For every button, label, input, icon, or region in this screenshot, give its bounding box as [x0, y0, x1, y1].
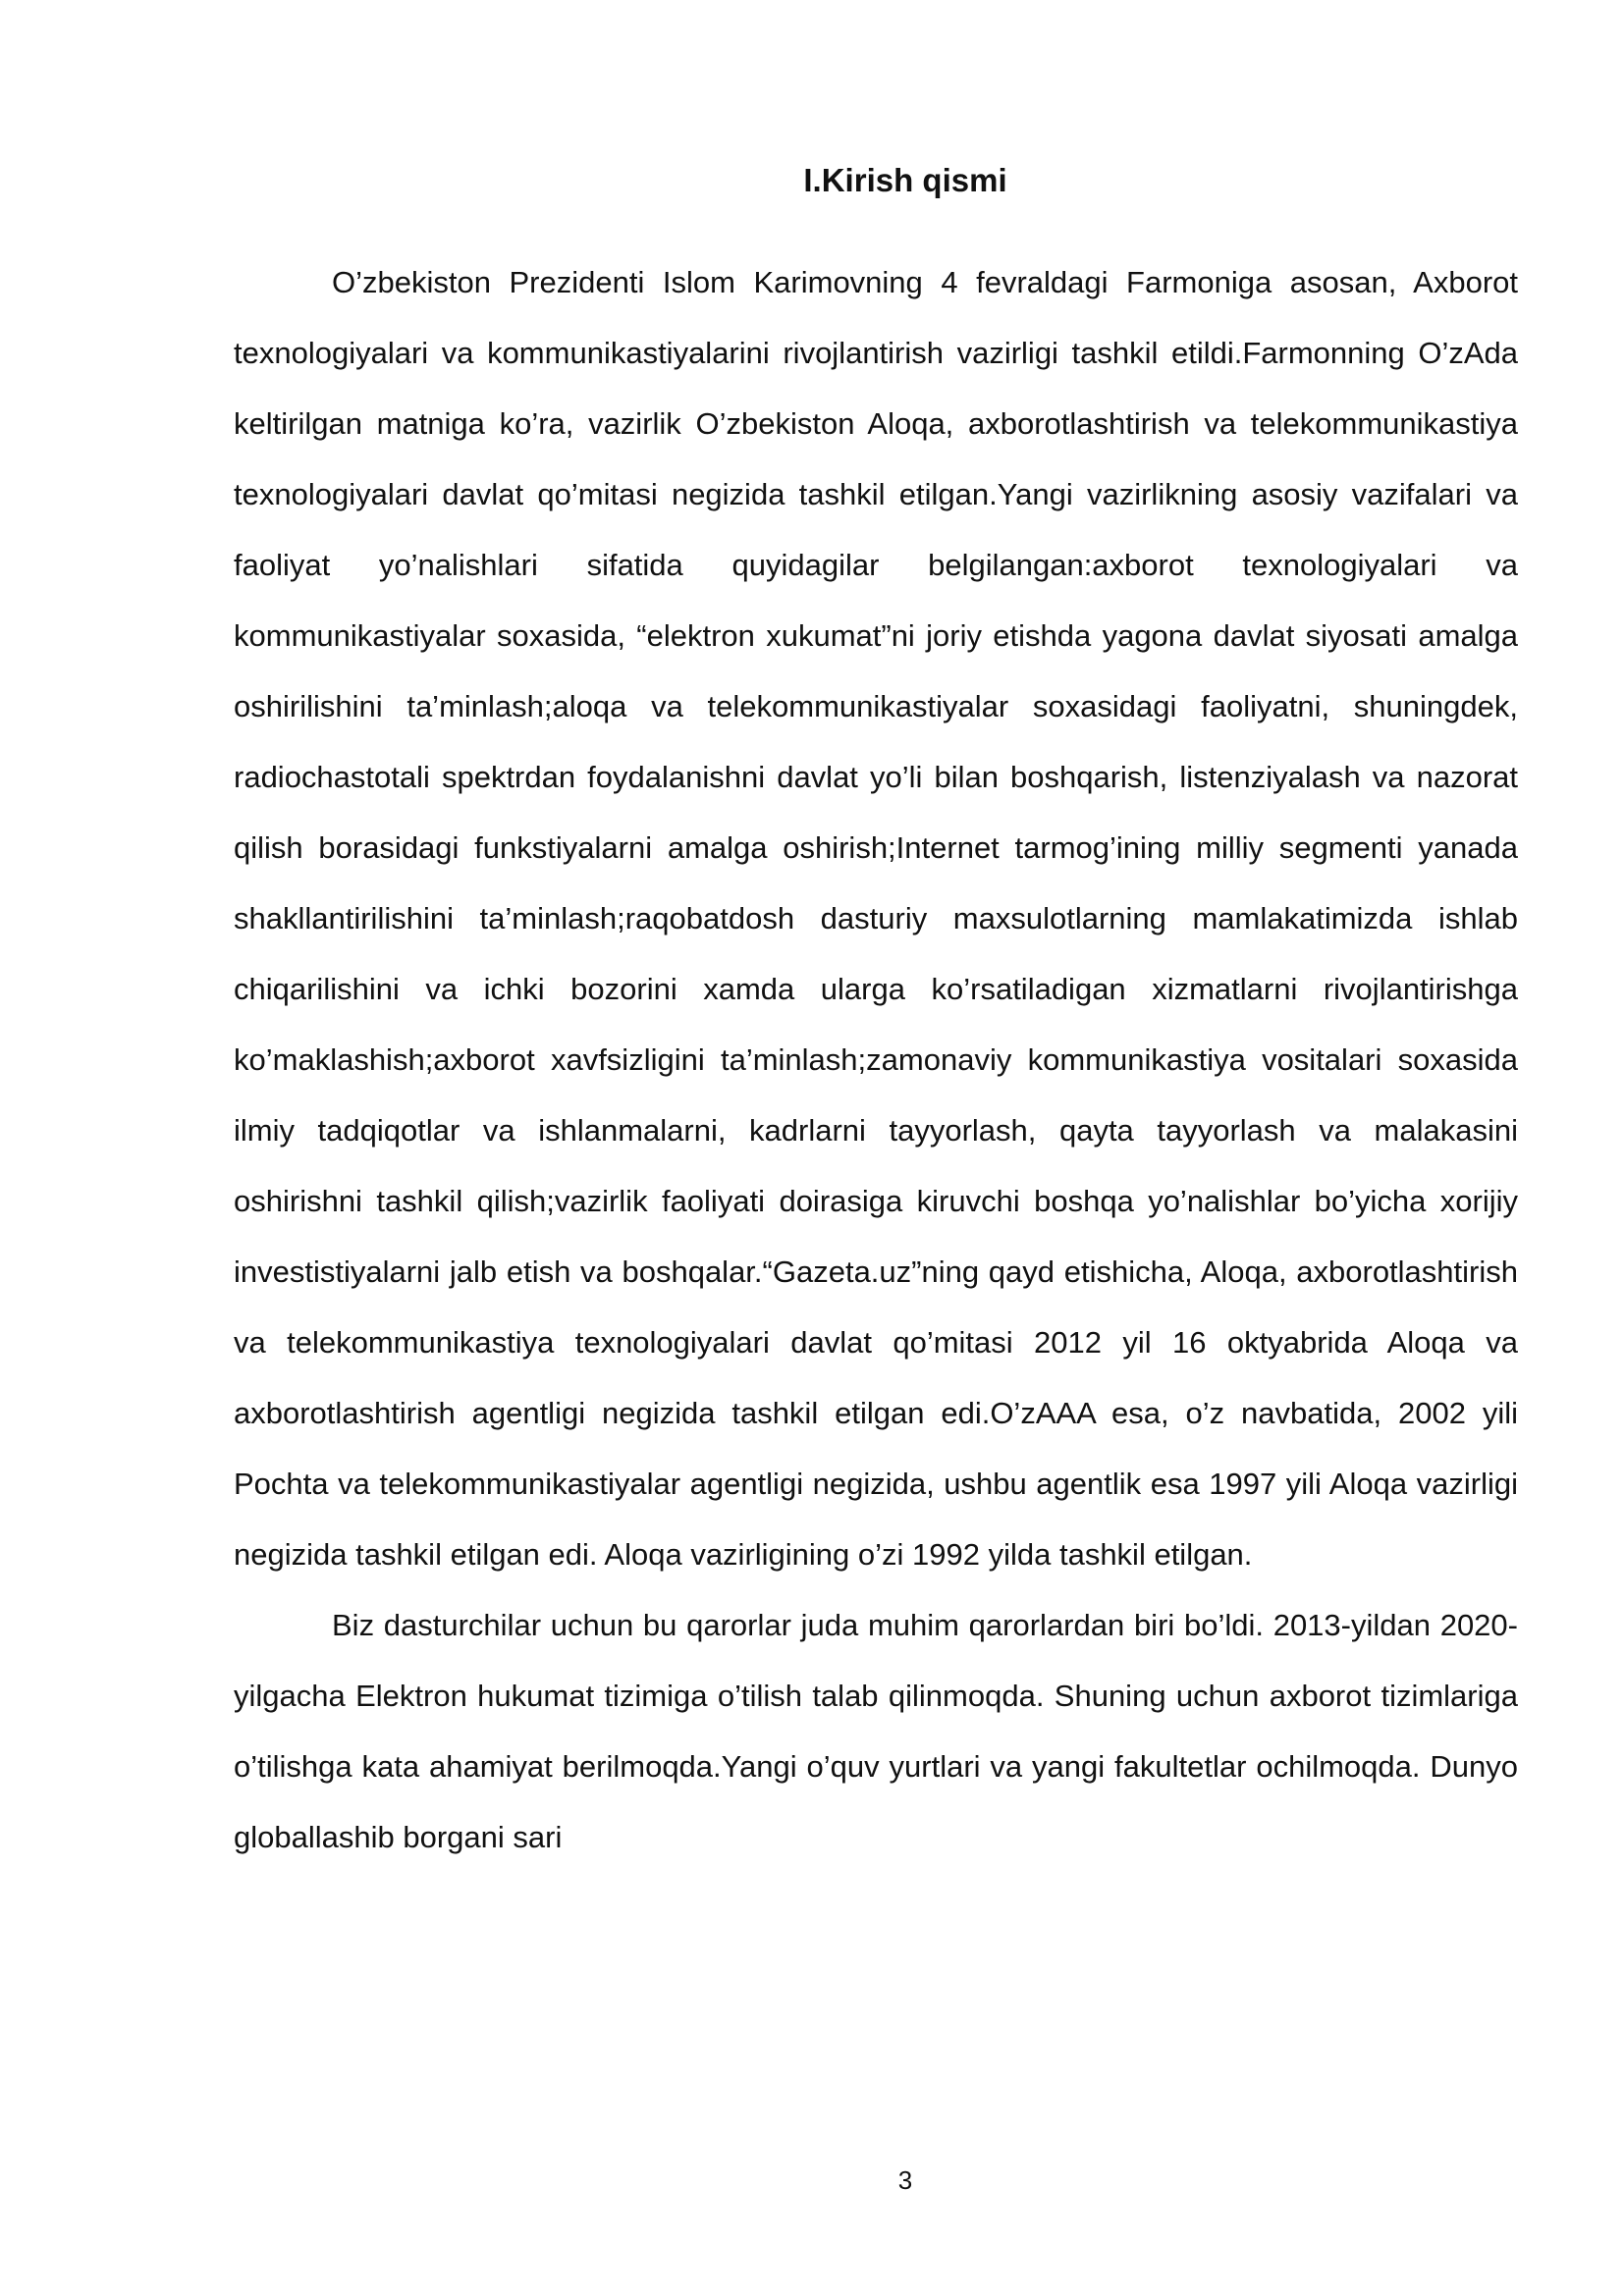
- paragraph-2: Biz dasturchilar uchun bu qarorlar juda muhim qarorlardan biri bo’ldi. 2013-yildan 2020-yilgacha Elektron hukumat tizimiga o’tilish talab qilinmoqda. Shuning uchun axborot tizimlariga o’tilishga kata ahamiyat berilmoqda.Yangi o’quv yurtlari va yangi fakultetlar ochilmoqda. Dunyo globallashib borgani sari: [234, 1608, 1518, 1854]
- body-text: [234, 247, 1518, 1873]
- section-heading: I.Kirish qismi: [803, 162, 1007, 198]
- page-number: 3: [897, 2165, 913, 2195]
- paragraph-1: O’zbekiston Prezidenti Islom Karimovning 4 fevraldagi Farmoniga asosan, Axborot texnologiyalari va kommunikastiyalarini rivojlantirish vazirligi tashkil etildi.Farmonning O’zAda keltirilgan matniga ko’ra, vazirlik O’zbekiston Aloqa, axborotlashtirish va telekommunikastiya texnologiyalari davlat qo’mitasi negizida tashkil etilgan.Yangi vazirlikning asosiy vazifalari va faoliyat yo’nalishlari sifatida quyidagilar belgilangan:axborot texnologiyalari va kommunikastiyalar soxasida, “elektron xukumat”ni joriy etishda yagona davlat siyosati amalga oshirilishini ta’minlash;aloqa va telekommunikastiyalar soxasidagi faoliyatni, shuningdek, radiochastotali spektrdan foydalanishni davlat yo’li bilan boshqarish, listenziyalash va nazorat qilish borasidagi funkstiyalarni amalga oshirish;Internet tarmog’ining milliy segmenti yanada shakllantirilishini ta’minlash;raqobatdosh dasturiy maxsulotlarning mamlakatimizda ishlab chiqarilishini va ichki bozorini xamda ularga ko’rsatiladigan xizmatlarni rivojlantirishga ko’maklashish;axborot xavfsizligini ta’minlash;zamonaviy kommunikastiya vositalari soxasida ilmiy tadqiqotlar va ishlanmalarni, kadrlarni tayyorlash, qayta tayyorlash va malakasini oshirishni tashkil qilish;vazirlik faoliyati doirasiga kiruvchi boshqa yo’nalishlar bo’yicha xorijiy investistiyalarni jalb etish va boshqalar.“Gazeta.uz”ning qayd etishicha, Aloqa, axborotlashtirish va telekommunikastiya texnologiyalari davlat qo’mitasi 2012 yil 16 oktyabrida Aloqa va axborotlashtirish agentligi negizida tashkil etilgan edi.O’zAAA esa, o’z navbatida, 2002 yili Pochta va telekommunikastiyalar agentligi negizida, ushbu agentlik esa 1997 yili Aloqa vazirligi negizida tashkil etilgan edi. Aloqa vazirligining o’zi 1992 yilda tashkil etilgan.: [234, 265, 1518, 1572]
